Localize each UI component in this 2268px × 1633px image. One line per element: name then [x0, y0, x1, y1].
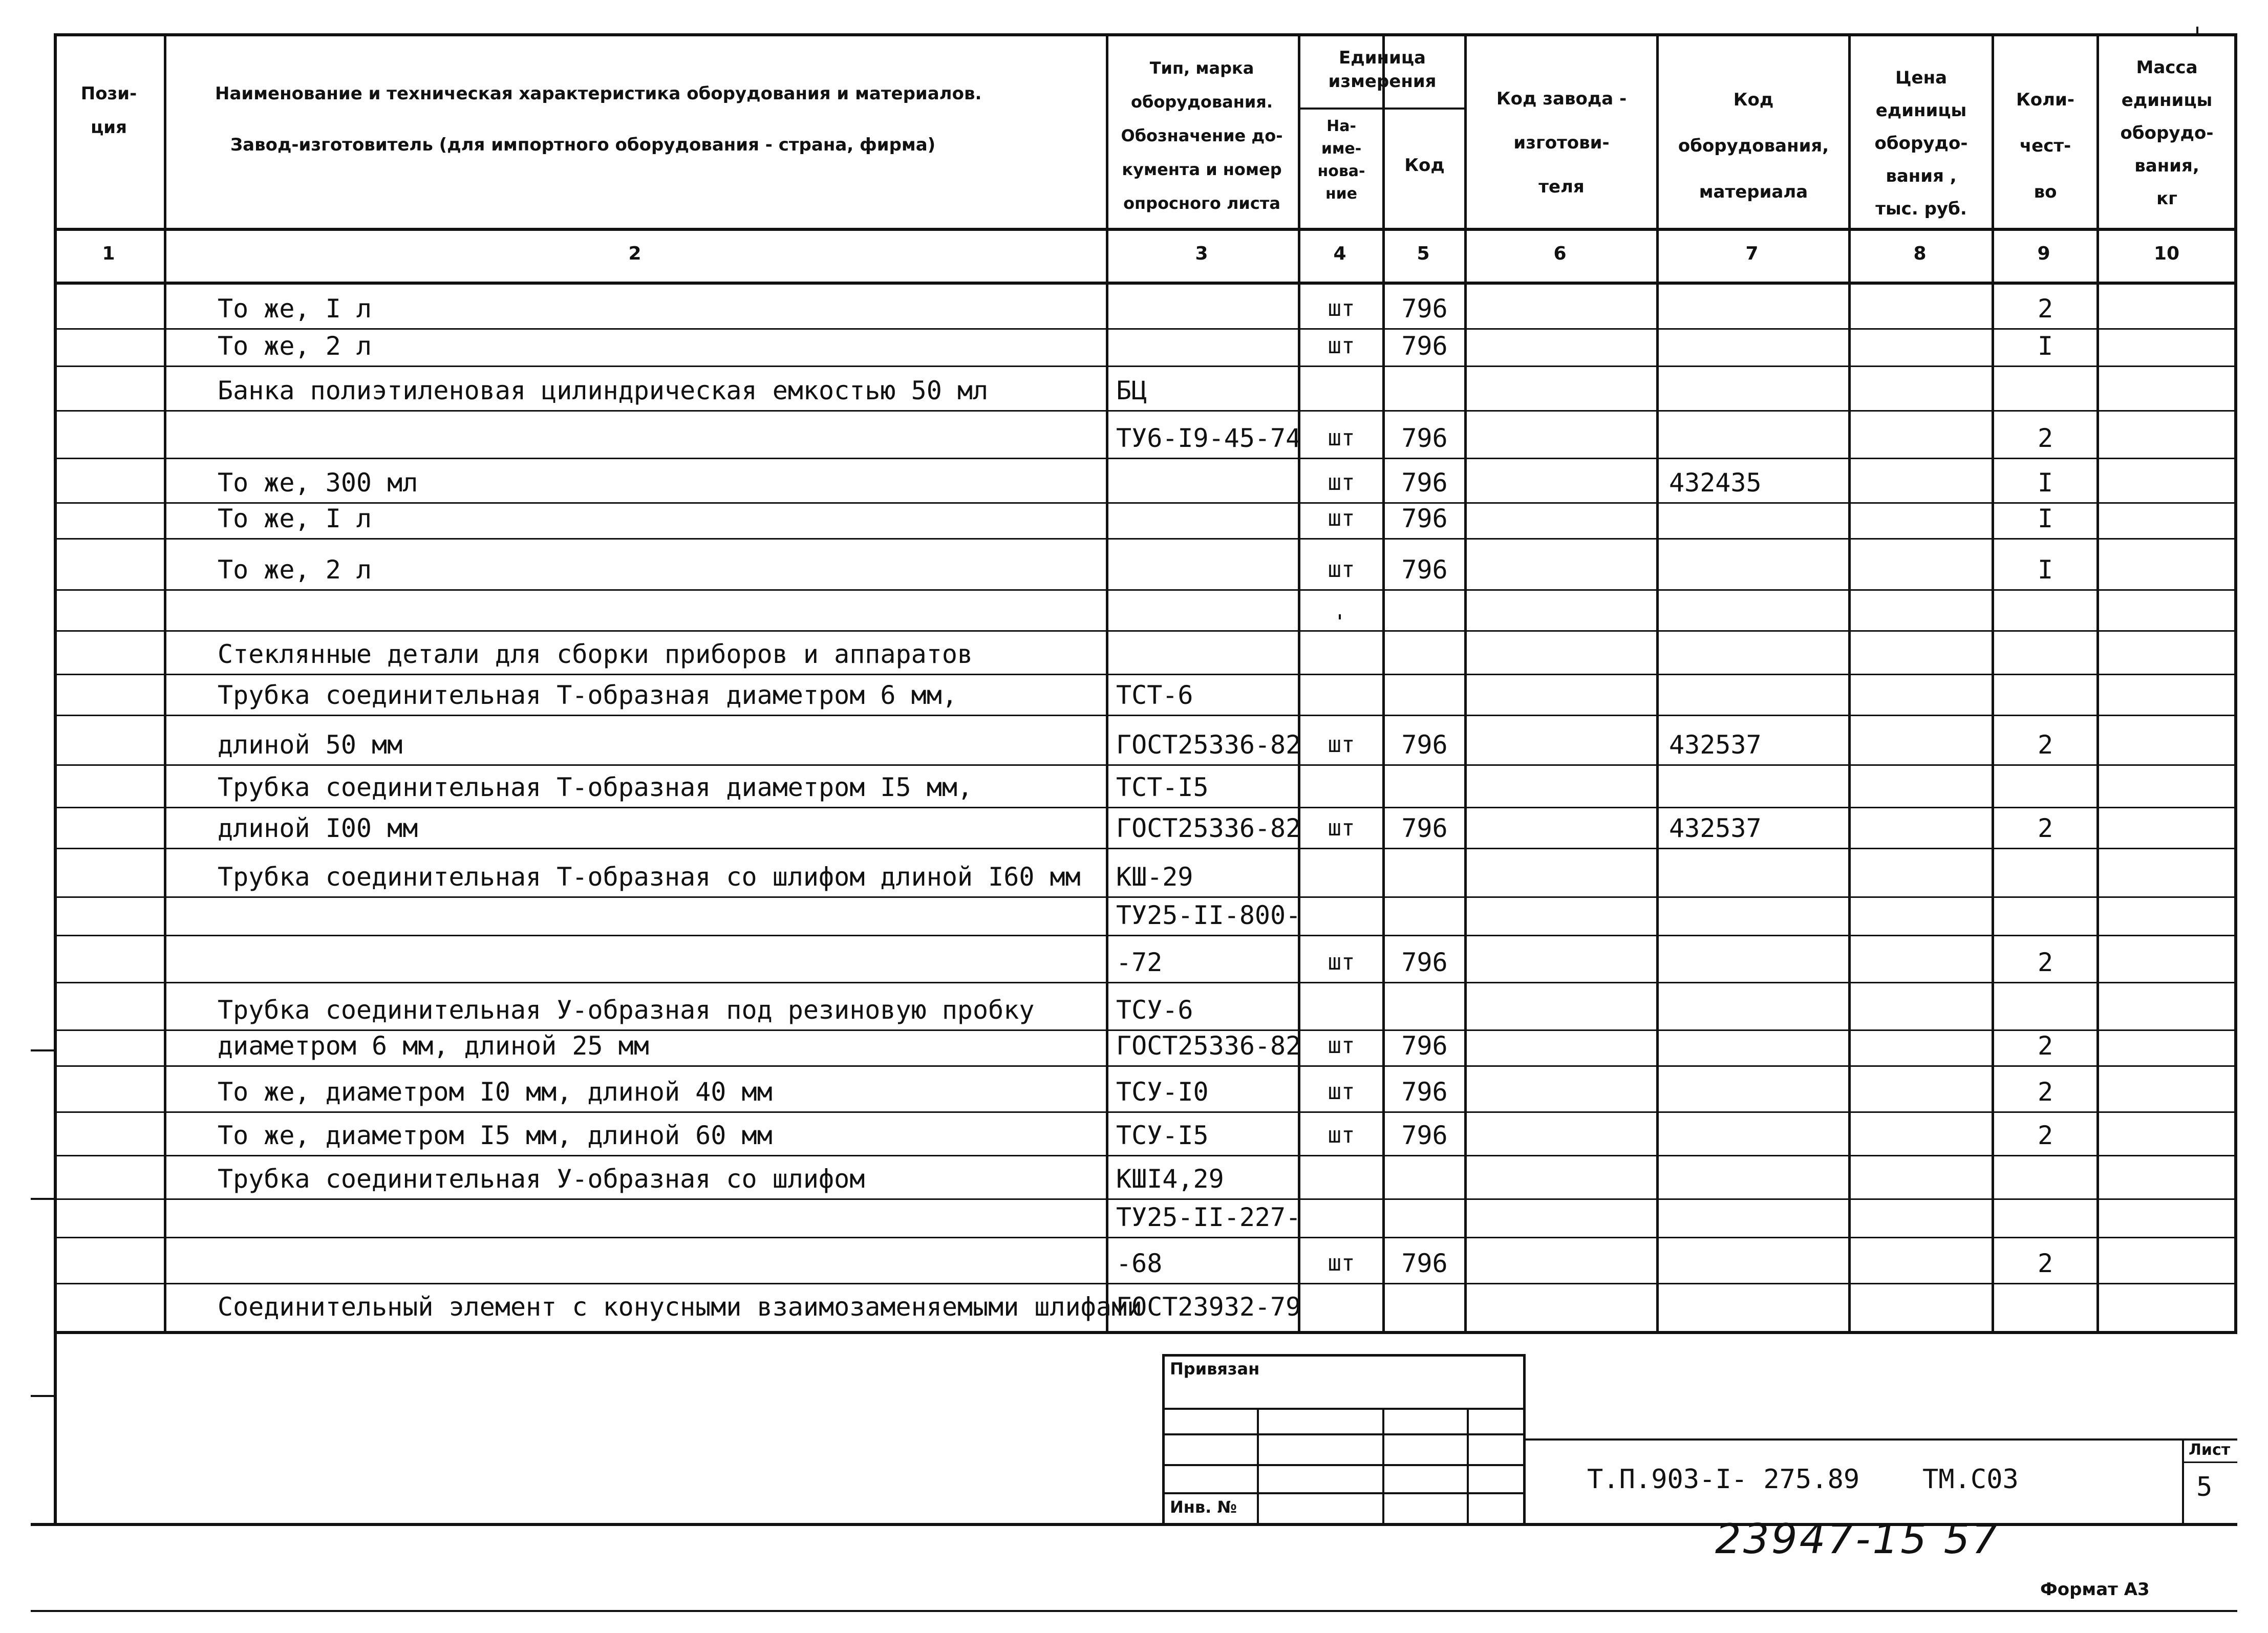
item-type: -72	[1116, 948, 1163, 977]
stamp-rule-4	[1162, 1492, 1526, 1494]
row-rule-14	[54, 896, 2237, 898]
row-rule-22	[54, 1237, 2237, 1238]
item-unit-code: 796	[1401, 423, 1448, 453]
header-factory-code-line: изготови-	[1513, 133, 1610, 153]
header-price-line: тыс. руб.	[1875, 199, 1967, 219]
header-name-line2: Завод-изготовитель (для импортного оборудования - страна, фирма)	[230, 135, 936, 155]
item-type: -68	[1116, 1249, 1163, 1278]
header-price-line: единицы	[1875, 100, 1967, 121]
item-type: ГОСТ25336-82	[1116, 813, 1301, 843]
header-position-line: ция	[91, 117, 127, 138]
handwritten-number: 23947-15 57	[1715, 1515, 2000, 1563]
row-rule-4	[54, 458, 2237, 459]
header-unit-group-line: Единица	[1339, 48, 1426, 68]
stamp-col-1	[1257, 1408, 1259, 1523]
column-number: 1	[102, 243, 115, 264]
row-rule-18	[54, 1065, 2237, 1067]
column-numbers-rule	[54, 282, 2237, 285]
row-rule-3	[54, 410, 2237, 412]
header-quantity-line: во	[2034, 182, 2057, 202]
stamp-left	[1162, 1354, 1165, 1523]
row-rule-11	[54, 764, 2237, 766]
item-quantity: 2	[2037, 294, 2053, 324]
item-type: ГОСТ25336-82	[1116, 730, 1301, 760]
header-mass-line: кг	[2156, 188, 2177, 209]
stamp-rule-1	[1162, 1408, 1526, 1410]
header-unit-name-line: нова-	[1317, 162, 1365, 180]
item-name: Трубка соединительная У-образная со шлифом	[218, 1164, 865, 1194]
item-unit: шт	[1328, 1122, 1355, 1148]
item-quantity: I	[2037, 468, 2053, 498]
row-rule-15	[54, 935, 2237, 936]
row-rule-10	[54, 715, 2237, 716]
row-rule-2	[54, 366, 2237, 367]
row-rule-8	[54, 630, 2237, 632]
item-name: Трубка соединительная Т-образная со шлифом длиной I60 мм	[218, 862, 1081, 892]
margin-tick	[31, 1395, 56, 1397]
header-mass-line: вания,	[2134, 156, 2199, 176]
header-equipment-code	[1659, 77, 1848, 215]
row-rule-7	[54, 589, 2237, 591]
item-quantity: 2	[2037, 1077, 2053, 1107]
column-number: 4	[1333, 243, 1346, 264]
corner-tick	[2196, 27, 2198, 35]
item-unit-code: 796	[1401, 813, 1448, 843]
header-mass	[2099, 51, 2235, 215]
header-unit-group	[1300, 46, 1464, 93]
margin-tick	[31, 1049, 56, 1051]
header-type	[1108, 51, 1295, 220]
header-type-line: кумента и номер	[1122, 160, 1282, 179]
item-name: Трубка соединительная Т-образная диаметром 6 мм,	[218, 680, 957, 710]
row-rule-6	[54, 538, 2237, 540]
column-number: 3	[1195, 243, 1208, 264]
item-type: ТСТ-6	[1116, 680, 1193, 710]
row-rule-9	[54, 674, 2237, 675]
item-type: ТСТ-I5	[1116, 772, 1209, 802]
item-name: То же, I л	[218, 504, 372, 533]
column-number: 2	[628, 243, 641, 264]
item-type: ТСУ-6	[1116, 995, 1193, 1025]
item-unit-code: 796	[1401, 1077, 1448, 1107]
item-name: То же, I л	[218, 294, 372, 324]
stamp-top	[1162, 1354, 1526, 1357]
table-bottom-rule	[54, 1331, 2237, 1334]
item-unit: шт	[1328, 1033, 1355, 1059]
item-type: ГОСТ23932-79	[1116, 1292, 1301, 1322]
item-unit-code: 796	[1401, 468, 1448, 498]
header-equipment-code-line: оборудования,	[1678, 136, 1829, 156]
column-rule-9	[2096, 33, 2099, 1331]
item-name: То же, диаметром I0 мм, длиной 40 мм	[218, 1077, 773, 1107]
item-quantity: I	[2037, 555, 2053, 585]
item-unit: шт	[1328, 505, 1355, 531]
column-rule-5	[1464, 33, 1467, 1331]
item-type: ТУ25-II-227-	[1116, 1202, 1301, 1232]
header-quantity	[1994, 77, 2096, 215]
item-unit: шт	[1328, 556, 1355, 583]
stamp-rule-3	[1162, 1464, 1526, 1466]
item-quantity: 2	[2037, 1121, 2053, 1150]
item-unit: шт	[1328, 333, 1355, 359]
stamp-inv-no: Инв. №	[1170, 1497, 1237, 1517]
list-label: Лист	[2189, 1441, 2231, 1459]
header-unit-code: Код	[1404, 155, 1445, 176]
row-rule-1	[54, 328, 2237, 330]
tick	[1339, 614, 1341, 619]
column-rule-2	[1106, 33, 1108, 1331]
column-rule-7	[1848, 33, 1851, 1331]
item-equipment-code: 432537	[1669, 813, 1762, 843]
column-number: 9	[2037, 243, 2050, 264]
item-quantity: 2	[2037, 1249, 2053, 1278]
item-type: КШI4,29	[1116, 1164, 1224, 1194]
item-unit: шт	[1328, 425, 1355, 451]
list-box-left	[2182, 1438, 2184, 1523]
header-position	[56, 77, 161, 144]
frame-left	[54, 33, 57, 1523]
header-mass-line: оборудо-	[2120, 123, 2214, 143]
item-type: КШ-29	[1116, 862, 1193, 892]
header-quantity-line: чест-	[2019, 136, 2071, 156]
stamp-col-2	[1382, 1408, 1384, 1523]
item-name: Трубка соединительная У-образная под резиновую пробку	[218, 995, 1035, 1025]
title-block-top	[1526, 1438, 2237, 1441]
header-unit-name-line: ние	[1325, 185, 1358, 203]
item-equipment-code: 432435	[1669, 468, 1762, 498]
header-unit-group-line: измерения	[1328, 71, 1437, 92]
header-name-line1: Наименование и техническая характеристика оборудования и материалов.	[215, 83, 982, 104]
item-name: диаметром 6 мм, длиной 25 мм	[218, 1031, 649, 1061]
item-unit-code: 796	[1401, 1031, 1448, 1061]
header-price-line: оборудо-	[1874, 133, 1968, 154]
item-equipment-code: 432537	[1669, 730, 1762, 760]
item-quantity: I	[2037, 504, 2053, 533]
stamp-privyazan: Привязан	[1170, 1359, 1260, 1379]
item-type: ТУ25-II-800-	[1116, 900, 1301, 930]
header-factory-code-line: теля	[1538, 177, 1585, 197]
row-rule-23	[54, 1283, 2237, 1284]
column-rule-1	[164, 33, 166, 1331]
item-name: Банка полиэтиленовая цилиндрическая емкостью 50 мл	[218, 376, 989, 405]
item-name: То же, 2 л	[218, 331, 372, 361]
header-bottom-rule	[54, 228, 2237, 231]
stamp-col-3	[1467, 1408, 1469, 1523]
document-code: Т.П.903-I- 275.89	[1587, 1464, 1860, 1495]
item-quantity: 2	[2037, 423, 2053, 453]
format-label: Формат А3	[2040, 1579, 2150, 1600]
item-type: ТУ6-I9-45-74	[1116, 423, 1301, 453]
column-number: 10	[2153, 243, 2180, 264]
header-mass-line: единицы	[2121, 90, 2213, 111]
column-rule-6	[1656, 33, 1659, 1331]
item-type: ТСУ-I0	[1116, 1077, 1209, 1107]
header-unit-name-line: име-	[1321, 140, 1362, 158]
item-unit: шт	[1328, 469, 1355, 496]
item-unit-code: 796	[1401, 948, 1448, 977]
header-type-line: опросного листа	[1123, 194, 1280, 213]
item-unit-code: 796	[1401, 730, 1448, 760]
item-name: длиной 50 мм	[218, 730, 403, 760]
item-quantity: 2	[2037, 813, 2053, 843]
header-factory-code	[1467, 77, 1656, 209]
column-number: 8	[1913, 243, 1927, 264]
item-quantity: 2	[2037, 1031, 2053, 1061]
item-unit-code: 796	[1401, 504, 1448, 533]
header-price-line: вания ,	[1886, 166, 1957, 186]
item-quantity: I	[2037, 331, 2053, 361]
item-name: Трубка соединительная Т-образная диаметром I5 мм,	[218, 772, 973, 802]
item-name: длиной I00 мм	[218, 813, 418, 843]
item-unit-code: 796	[1401, 555, 1448, 585]
header-unit-name-line: На-	[1326, 117, 1356, 135]
item-name: Стеклянные детали для сборки приборов и аппаратов	[218, 639, 973, 669]
item-unit-code: 796	[1401, 294, 1448, 324]
document-mark: ТМ.С03	[1922, 1464, 2019, 1495]
column-number: 7	[1745, 243, 1759, 264]
item-unit: шт	[1328, 815, 1355, 841]
sheet-bottom-rule	[31, 1610, 2237, 1612]
stamp-rule-2	[1162, 1433, 1526, 1435]
item-unit: шт	[1328, 732, 1355, 758]
header-equipment-code-line: Код	[1733, 90, 1774, 110]
item-unit: шт	[1328, 949, 1355, 975]
header-price	[1851, 61, 1992, 225]
item-quantity: 2	[2037, 730, 2053, 760]
unit-group-rule	[1298, 108, 1464, 110]
item-unit: шт	[1328, 1250, 1355, 1276]
item-type: ГОСТ25336-82	[1116, 1031, 1301, 1061]
header-quantity-line: Коли-	[2016, 90, 2074, 110]
header-price-line: Цена	[1895, 68, 1948, 88]
item-unit-code: 796	[1401, 331, 1448, 361]
column-number: 5	[1417, 243, 1430, 264]
item-name: То же, 2 л	[218, 555, 372, 585]
item-quantity: 2	[2037, 948, 2053, 977]
item-name: То же, 300 мл	[218, 468, 418, 498]
item-name: То же, диаметром I5 мм, длиной 60 мм	[218, 1121, 773, 1150]
column-number: 6	[1553, 243, 1567, 264]
row-rule-19	[54, 1111, 2237, 1113]
item-unit-code: 796	[1401, 1121, 1448, 1150]
item-name: Соединительный элемент с конусными взаимозаменяемыми шлифами	[218, 1292, 1143, 1322]
item-type: БЦ	[1116, 376, 1147, 405]
header-mass-line: Масса	[2136, 57, 2198, 78]
margin-tick	[31, 1198, 56, 1200]
header-type-line: Обозначение до-	[1121, 126, 1283, 145]
item-unit-code: 796	[1401, 1249, 1448, 1278]
row-rule-16	[54, 982, 2237, 983]
list-number: 5	[2196, 1472, 2213, 1502]
row-rule-12	[54, 807, 2237, 808]
header-factory-code-line: Код завода -	[1496, 89, 1627, 109]
row-rule-20	[54, 1155, 2237, 1156]
row-rule-13	[54, 848, 2237, 849]
frame-top	[54, 33, 2237, 36]
header-unit-name	[1300, 115, 1382, 205]
header-position-line: Пози-	[80, 83, 137, 104]
item-unit: шт	[1328, 295, 1355, 321]
item-type: ТСУ-I5	[1116, 1121, 1209, 1150]
header-type-line: Тип, марка	[1149, 58, 1254, 78]
item-unit: шт	[1328, 1079, 1355, 1105]
row-rule-5	[54, 502, 2237, 504]
list-box-rule	[2182, 1462, 2237, 1463]
header-equipment-code-line: материала	[1699, 182, 1808, 202]
header-type-line: оборудования.	[1131, 92, 1273, 112]
row-rule-21	[54, 1198, 2237, 1200]
